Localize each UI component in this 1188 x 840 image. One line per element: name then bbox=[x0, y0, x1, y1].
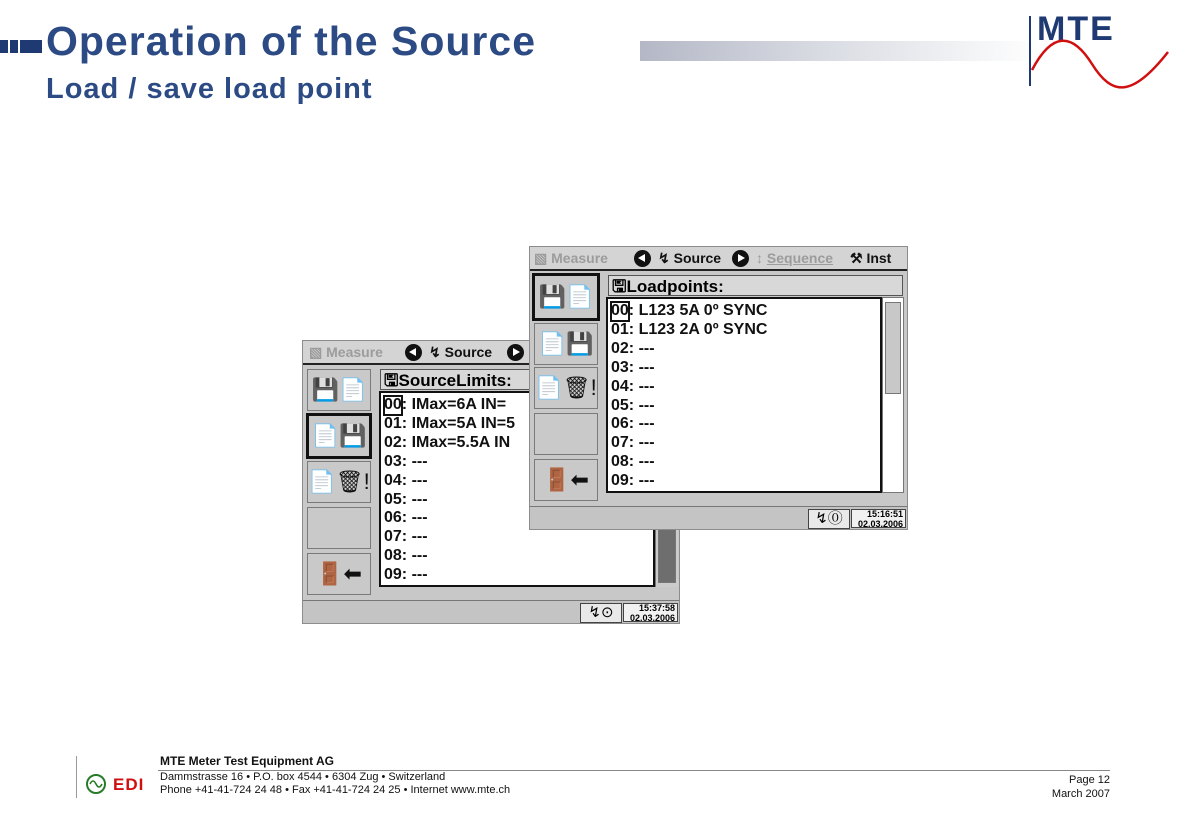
list-item[interactable] bbox=[381, 528, 653, 547]
clock-date: 02.03.2006 bbox=[629, 612, 675, 623]
exit-door-icon: 🚪⬅ bbox=[316, 561, 362, 586]
list-item-index: 00 bbox=[384, 396, 402, 413]
exit-door-icon: 🚪⬅ bbox=[543, 467, 589, 492]
list-item-text: : IMax=5.5A IN bbox=[401, 433, 511, 451]
clock-date: 02.03.2006 bbox=[857, 518, 903, 529]
page-subtitle: Load / save load point bbox=[46, 73, 373, 105]
list-item[interactable] bbox=[608, 397, 880, 416]
delete-trash-icon: 📄🗑! bbox=[308, 469, 370, 494]
list-title: 🖫SourceLimits: bbox=[380, 369, 680, 390]
list-item-text: : --- bbox=[401, 490, 428, 508]
list-item[interactable] bbox=[608, 434, 880, 453]
list-item-text: : L123 5A 0º SYNC bbox=[628, 302, 768, 319]
empty-button[interactable] bbox=[307, 507, 371, 549]
loadpoints-list bbox=[606, 297, 882, 493]
list-item-text: : --- bbox=[401, 528, 428, 546]
list-item-index: 05 bbox=[611, 396, 629, 414]
list-item-index: 09 bbox=[384, 566, 402, 584]
list-title: 🖫Loadpoints: bbox=[608, 275, 903, 296]
header-decoration bbox=[0, 40, 44, 53]
list-item-text: : --- bbox=[401, 566, 428, 584]
list-item-text: : --- bbox=[401, 452, 428, 470]
list-item-index: 01 bbox=[611, 320, 629, 338]
list-item-index: 07 bbox=[611, 434, 629, 452]
scrollbar[interactable] bbox=[882, 297, 904, 493]
tab-source[interactable]: ↯ Source bbox=[658, 250, 722, 266]
footer-address-line-2: Phone +41-41-724 24 48 • Fax +41-41-724 24 25 • Internet www.mte.ch bbox=[160, 784, 511, 796]
list-item-index: 04 bbox=[611, 377, 629, 395]
list-item-index: 03 bbox=[611, 358, 629, 376]
footer-address bbox=[160, 771, 510, 797]
exit-button[interactable] bbox=[307, 553, 371, 595]
list-item-text: : --- bbox=[628, 453, 655, 471]
list-item-text: : --- bbox=[401, 547, 428, 565]
list-item-text: : --- bbox=[628, 339, 655, 357]
sequence-icon: ↕ bbox=[756, 250, 763, 266]
floppy-icon: 🖫 bbox=[612, 277, 627, 296]
clock-time: 15:16:51 bbox=[866, 509, 903, 519]
loadpoints-window bbox=[529, 246, 908, 530]
list-item[interactable] bbox=[608, 378, 880, 397]
source-icon: ↯ bbox=[658, 250, 670, 266]
load-button[interactable] bbox=[532, 273, 600, 321]
list-item-text: : --- bbox=[628, 415, 655, 433]
wrench-icon: ⚒ bbox=[850, 250, 863, 266]
clock-time: 15:37:58 bbox=[638, 603, 675, 613]
list-item-index: 03 bbox=[384, 452, 402, 470]
load-from-file-icon: 💾📄 bbox=[311, 377, 367, 402]
list-item-index: 04 bbox=[384, 471, 402, 489]
tab-inst[interactable]: ⚒ Inst bbox=[850, 250, 892, 266]
load-from-file-icon: 💾📄 bbox=[538, 284, 594, 309]
tab-prev-button[interactable] bbox=[634, 250, 651, 267]
list-item-text: : --- bbox=[628, 434, 655, 452]
list-item-index: 08 bbox=[384, 547, 402, 565]
page-title: Operation of the Source bbox=[46, 18, 536, 64]
clock bbox=[851, 509, 906, 528]
floppy-icon: 🖫 bbox=[384, 371, 399, 390]
list-item[interactable] bbox=[381, 566, 653, 585]
sine-wave-icon bbox=[1028, 12, 1173, 90]
list-item-text: : --- bbox=[628, 377, 655, 395]
save-to-file-icon: 📄💾 bbox=[311, 423, 367, 448]
save-to-file-icon: 📄💾 bbox=[538, 331, 594, 356]
empty-button[interactable] bbox=[534, 413, 598, 455]
tab-prev-button[interactable] bbox=[405, 344, 422, 361]
tab-sequence[interactable]: ↕ Sequence bbox=[756, 250, 834, 266]
tab-next-button[interactable] bbox=[732, 250, 749, 267]
list-item-text: : --- bbox=[628, 396, 655, 414]
output-status-icons: ↯⊙ bbox=[580, 603, 622, 623]
list-item-text: : L123 2A 0º SYNC bbox=[628, 320, 768, 338]
load-button[interactable] bbox=[307, 369, 371, 411]
footer-address-line-1: Dammstrasse 16 • P.O. box 4544 • 6304 Zug • Switzerland bbox=[160, 771, 446, 783]
footer-date: March 2007 bbox=[1051, 788, 1110, 800]
edi-logo: EDI bbox=[113, 775, 145, 794]
status-bar bbox=[303, 600, 679, 623]
delete-button[interactable] bbox=[534, 367, 598, 409]
measure-icon: ▧ bbox=[534, 250, 548, 266]
list-item-text: : IMax=5A IN=5 bbox=[401, 414, 516, 432]
header-gradient-bar bbox=[640, 41, 1040, 61]
list-item[interactable] bbox=[608, 359, 880, 378]
list-item[interactable] bbox=[608, 472, 880, 491]
list-item[interactable] bbox=[608, 453, 880, 472]
save-button[interactable] bbox=[534, 323, 598, 365]
list-item-index: 00 bbox=[611, 302, 629, 319]
clock bbox=[623, 603, 678, 622]
tab-next-button[interactable] bbox=[507, 344, 524, 361]
list-item-text: : --- bbox=[628, 358, 655, 376]
tab-bar bbox=[530, 247, 907, 271]
measure-icon: ▧ bbox=[309, 344, 323, 360]
list-item-text: : IMax=6A IN= bbox=[401, 396, 507, 413]
page-number: Page 12 bbox=[1069, 774, 1110, 786]
list-item-index: 06 bbox=[384, 509, 402, 527]
list-item[interactable] bbox=[608, 321, 880, 340]
delete-trash-icon: 📄🗑! bbox=[535, 375, 597, 400]
mte-logo: MTE bbox=[1037, 10, 1115, 48]
list-item[interactable] bbox=[608, 302, 880, 321]
list-item-index: 08 bbox=[611, 453, 629, 471]
source-icon: ↯ bbox=[429, 344, 441, 360]
list-item-index: 05 bbox=[384, 490, 402, 508]
list-item-index: 06 bbox=[611, 415, 629, 433]
footer-company: MTE Meter Test Equipment AG bbox=[160, 754, 335, 768]
list-item-index: 01 bbox=[384, 414, 402, 432]
list-item-index: 02 bbox=[611, 339, 629, 357]
list-item-text: : --- bbox=[401, 471, 428, 489]
delete-button[interactable] bbox=[307, 461, 371, 503]
list-item-index: 09 bbox=[611, 472, 629, 490]
list-item-index: 02 bbox=[384, 433, 402, 451]
list-item-index: 07 bbox=[384, 528, 402, 546]
status-bar bbox=[530, 506, 907, 529]
footer-divider bbox=[76, 756, 77, 798]
list-item[interactable] bbox=[381, 547, 653, 566]
page-info bbox=[1052, 773, 1110, 801]
list-item[interactable] bbox=[608, 340, 880, 359]
tab-measure[interactable]: ▧ Measure bbox=[309, 344, 383, 360]
tab-measure[interactable]: ▧ Measure bbox=[534, 250, 608, 266]
tab-source[interactable]: ↯ Source bbox=[429, 344, 493, 360]
scrollbar-thumb[interactable] bbox=[885, 302, 901, 394]
list-item-text: : --- bbox=[628, 472, 655, 490]
list-item[interactable] bbox=[608, 415, 880, 434]
exit-button[interactable] bbox=[534, 459, 598, 501]
list-item-text: : --- bbox=[401, 509, 428, 527]
save-button[interactable] bbox=[306, 413, 372, 459]
output-status-icons: ↯⓪ bbox=[808, 509, 850, 529]
